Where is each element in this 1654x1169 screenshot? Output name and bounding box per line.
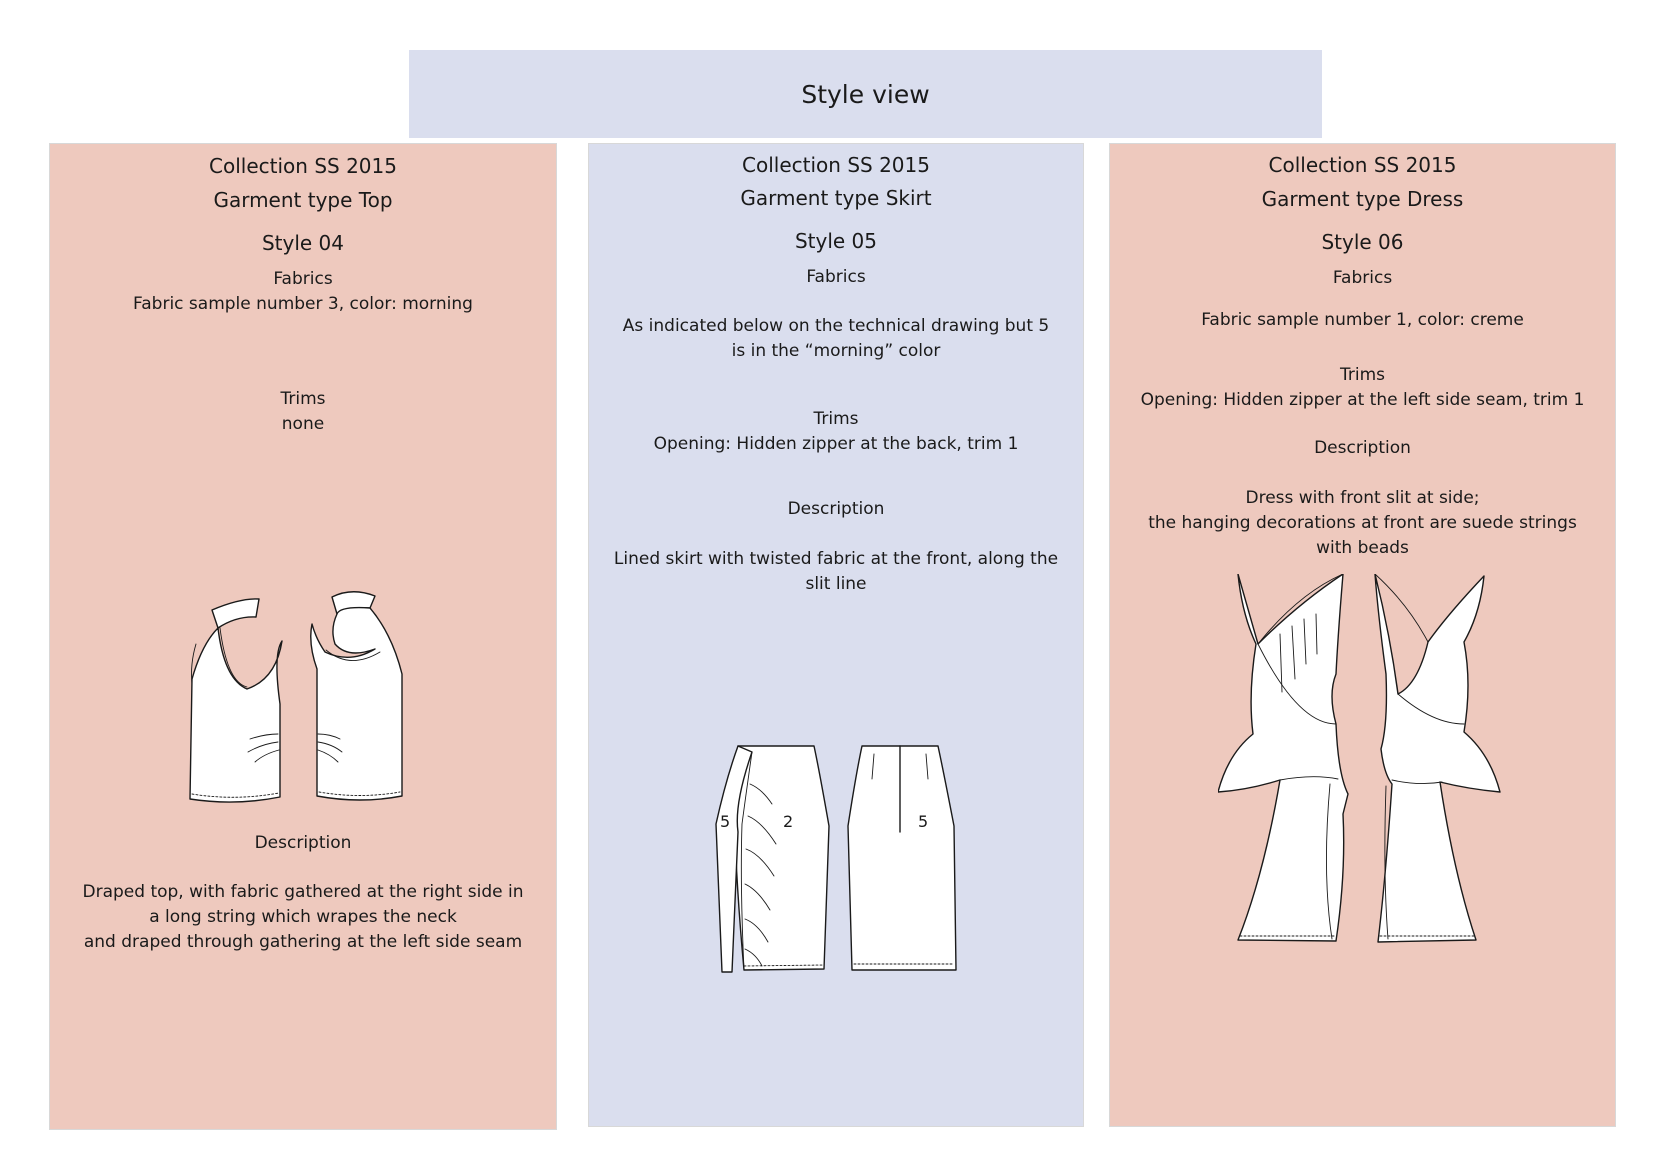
collection-label: Collection SS 2015 (1268, 153, 1457, 177)
description-line: and draped through gathering at the left side seam (83, 932, 523, 952)
description-line: with beads (1316, 538, 1409, 558)
style-number: Style 05 (794, 229, 878, 253)
collection-label: Collection SS 2015 (742, 153, 930, 177)
description-line: Draped top, with fabric gathered at the right side in (82, 882, 524, 902)
fabrics-heading: Fabrics (273, 269, 333, 289)
style-card-skirt (588, 143, 1084, 1127)
skirt-technical-drawing (714, 744, 974, 984)
trims-heading: Trims (280, 389, 326, 409)
collection-label: Collection SS 2015 (209, 154, 397, 178)
style-number: Style 06 (1321, 230, 1404, 254)
fabrics-heading: Fabrics (806, 267, 866, 287)
garment-type-label: Garment type Top (213, 188, 393, 212)
description-heading: Description (787, 499, 885, 519)
fabrics-text: Fabric sample number 3, color: morning (133, 294, 473, 314)
fabrics-text: Fabric sample number 1, color: creme (1201, 310, 1524, 330)
style-card-dress (1109, 143, 1616, 1127)
description-line: the hanging decorations at front are suede strings (1148, 513, 1577, 533)
dress-technical-drawing (1218, 574, 1518, 974)
description-heading: Description (254, 833, 352, 853)
garment-type-label: Garment type Skirt (740, 186, 932, 210)
top-technical-drawing (180, 584, 430, 809)
description-line: Dress with front slit at side; (1245, 488, 1480, 508)
skirt-label-5: 5 (720, 812, 731, 831)
description-heading: Description (1314, 438, 1411, 458)
description-line: slit line (805, 574, 867, 594)
style-number: Style 04 (261, 231, 345, 255)
trims-text: Opening: Hidden zipper at the left side seam, trim 1 (1140, 390, 1585, 410)
trims-heading: Trims (813, 409, 859, 429)
skirt-label-2: 2 (783, 812, 794, 831)
skirt-label-5: 5 (918, 812, 929, 831)
trims-text: none (281, 414, 325, 434)
fabrics-text: is in the “morning” color (731, 341, 941, 361)
description-line: a long string which wrapes the neck (149, 907, 457, 927)
trims-text: Opening: Hidden zipper at the back, trim 1 (653, 434, 1019, 454)
fabrics-heading: Fabrics (1332, 268, 1393, 288)
page-title: Style view (801, 79, 930, 109)
style-card-top (49, 143, 557, 1130)
fabrics-text: As indicated below on the technical drawing but 5 (622, 316, 1050, 336)
description-line: Lined skirt with twisted fabric at the front, along the (613, 549, 1059, 569)
page-header (409, 50, 1322, 138)
garment-type-label: Garment type Dress (1261, 187, 1464, 211)
trims-heading: Trims (1339, 365, 1385, 385)
